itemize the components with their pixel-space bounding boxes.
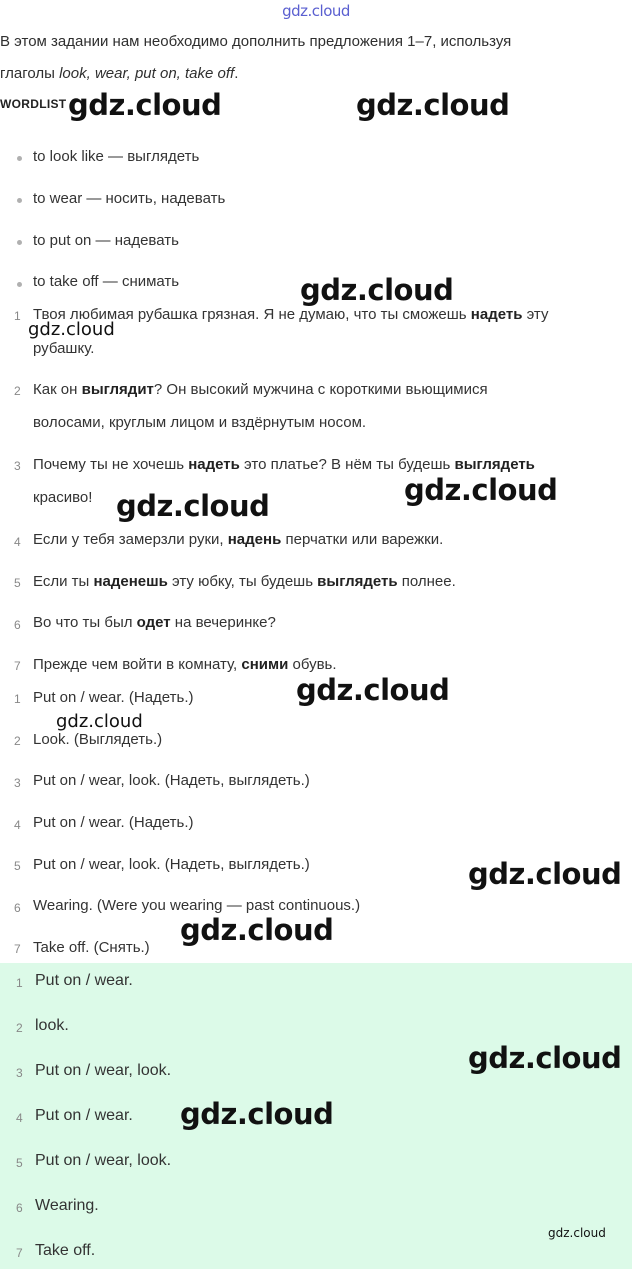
- explained-answer: Look. (Выглядеть.): [33, 731, 163, 748]
- watermark: gdz.cloud: [28, 319, 115, 340]
- final-answer-number: 1: [16, 976, 23, 990]
- bullet-icon: [17, 240, 22, 245]
- final-answer-number: 2: [16, 1021, 23, 1035]
- sentence-3-line-2: красиво!: [33, 489, 93, 506]
- bold-verb: надеть: [188, 456, 240, 473]
- answer-number: 4: [14, 818, 21, 832]
- wordlist-item: to take off — снимать: [33, 273, 180, 290]
- bold-verb: надень: [227, 531, 282, 548]
- text: полнее.: [397, 573, 456, 590]
- text: обувь.: [288, 656, 337, 673]
- watermark: gdz.cloud: [404, 473, 558, 507]
- sentence-1-line-2: рубашку.: [33, 340, 95, 357]
- watermark: gdz.cloud: [296, 673, 450, 707]
- sentence-number: 2: [14, 384, 21, 398]
- final-answer: Put on / wear, look.: [35, 1062, 172, 1079]
- bullet-icon: [17, 198, 22, 203]
- intro-line-1: В этом задании нам необходимо дополнить предложения 1–7, используя: [0, 33, 512, 50]
- explained-answer: Take off. (Снять.): [33, 939, 150, 956]
- watermark: gdz.cloud: [468, 1041, 622, 1075]
- final-answer: look.: [35, 1017, 69, 1034]
- watermark: gdz.cloud: [180, 1097, 334, 1131]
- explained-answer: Put on / wear. (Надеть.): [33, 814, 194, 831]
- wordlist-item: to wear — носить, надевать: [33, 190, 226, 207]
- text: эту: [522, 306, 549, 323]
- answer-number: 3: [14, 776, 21, 790]
- bold-verb: сними: [241, 656, 289, 673]
- sentence-number: 5: [14, 576, 21, 590]
- final-answer: Put on / wear, look.: [35, 1152, 172, 1169]
- wordlist-item: to look like — выглядеть: [33, 148, 200, 165]
- text: Как он: [33, 381, 82, 398]
- sentence-number: 7: [14, 659, 21, 673]
- bold-verb: выглядеть: [317, 573, 398, 590]
- watermark: gdz.cloud: [180, 913, 334, 947]
- final-answer: Put on / wear.: [35, 1107, 133, 1124]
- final-answer: Put on / wear.: [35, 972, 133, 989]
- sentence-4: [33, 531, 443, 548]
- sentence-2-line-2: волосами, круглым лицом и вздёрнутым носом.: [33, 414, 367, 431]
- text: эту юбку, ты будешь: [167, 573, 318, 590]
- final-answer-number: 4: [16, 1111, 23, 1125]
- final-answer: Take off.: [35, 1242, 96, 1259]
- sentence-5: [33, 573, 456, 590]
- intro-line-2: [0, 65, 238, 82]
- final-answer-number: 6: [16, 1201, 23, 1215]
- bullet-icon: [17, 282, 22, 287]
- text: Твоя любимая рубашка грязная. Я не думаю, что ты сможешь: [33, 306, 471, 323]
- sentence-number: 3: [14, 459, 21, 473]
- explained-answer: Put on / wear. (Надеть.): [33, 689, 194, 706]
- intro-prefix: глаголы: [0, 65, 60, 82]
- text: Во что ты был: [33, 614, 137, 631]
- text: на вечеринке?: [170, 614, 276, 631]
- watermark: gdz.cloud: [300, 273, 454, 307]
- bold-verb: надеть: [470, 306, 523, 323]
- top-watermark: gdz.cloud: [282, 2, 350, 20]
- sentence-6: [33, 614, 276, 631]
- text: это платье? В нём ты будешь: [239, 456, 455, 473]
- answer-number: 6: [14, 901, 21, 915]
- wordlist-item: to put on — надевать: [33, 232, 179, 249]
- bold-verb: наденешь: [93, 573, 168, 590]
- explained-answer: Put on / wear, look. (Надеть, выглядеть.): [33, 856, 310, 873]
- sentence-number: 1: [14, 309, 21, 323]
- watermark: gdz.cloud: [548, 1226, 606, 1240]
- bold-verb: одет: [136, 614, 171, 631]
- intro-suffix: .: [234, 65, 239, 82]
- final-answer-number: 5: [16, 1156, 23, 1170]
- answer-number: 2: [14, 734, 21, 748]
- watermark: gdz.cloud: [116, 489, 270, 523]
- text: ? Он высокий мужчина с короткими вьющимися: [153, 381, 488, 398]
- final-answer-number: 7: [16, 1246, 23, 1260]
- final-answer-number: 3: [16, 1066, 23, 1080]
- watermark: gdz.cloud: [56, 711, 143, 732]
- sentence-number: 4: [14, 535, 21, 549]
- explained-answer: Put on / wear, look. (Надеть, выглядеть.): [33, 772, 310, 789]
- watermark: gdz.cloud: [356, 88, 510, 122]
- text: Если у тебя замерзли руки,: [33, 531, 228, 548]
- text: Прежде чем войти в комнату,: [33, 656, 242, 673]
- answer-number: 7: [14, 942, 21, 956]
- answer-number: 1: [14, 692, 21, 706]
- sentence-number: 6: [14, 618, 21, 632]
- bullet-icon: [17, 156, 22, 161]
- explained-answer: Wearing. (Were you wearing — past continuous.): [33, 897, 361, 914]
- text: Почему ты не хочешь: [33, 456, 189, 473]
- watermark: gdz.cloud: [468, 857, 622, 891]
- answer-number: 5: [14, 859, 21, 873]
- sentence-2-line-1: [33, 381, 488, 398]
- bold-verb: выглядит: [81, 381, 154, 398]
- bold-verb: выглядеть: [454, 456, 535, 473]
- watermark: gdz.cloud: [68, 88, 222, 122]
- wordlist-label: WORDLIST: [0, 97, 67, 111]
- text: Если ты: [33, 573, 94, 590]
- text: перчатки или варежки.: [281, 531, 444, 548]
- intro-verbs: look, wear, put on, take off: [59, 65, 235, 82]
- sentence-7: [33, 656, 337, 673]
- sentence-3-line-1: [33, 456, 535, 473]
- final-answer: Wearing.: [35, 1197, 99, 1214]
